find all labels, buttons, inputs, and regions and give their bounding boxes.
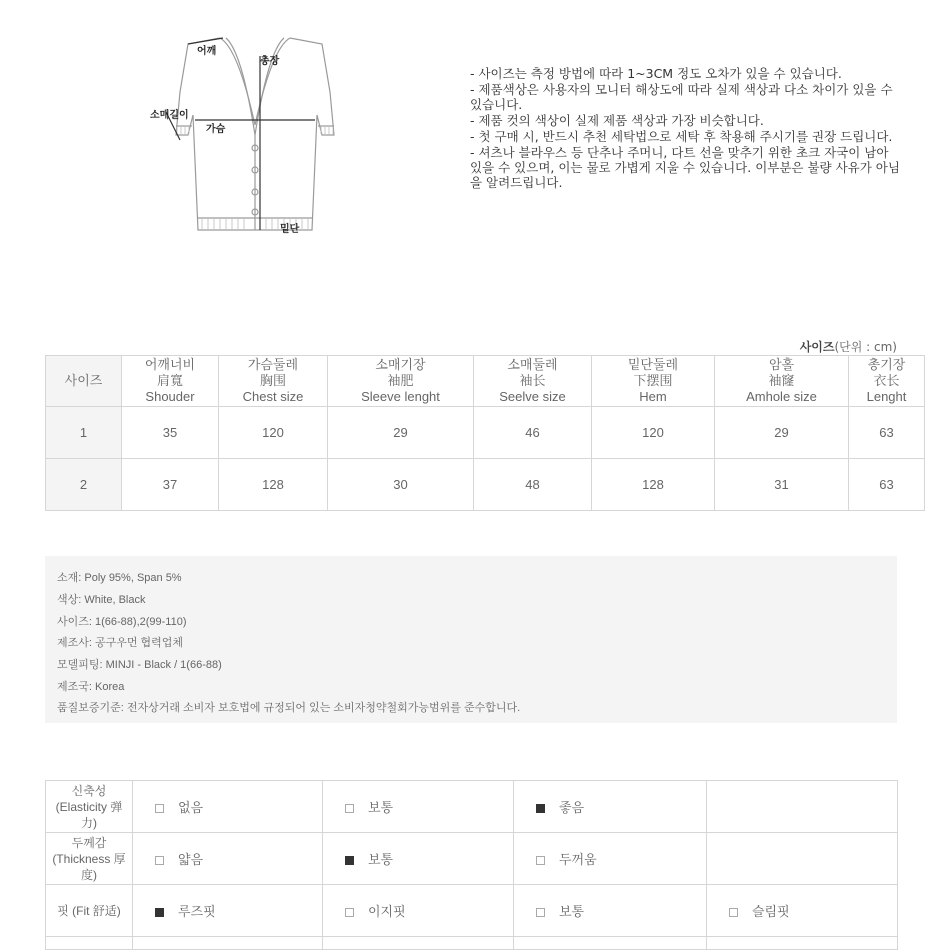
option-label: 보통	[559, 904, 585, 919]
size-table-title	[800, 338, 897, 355]
size-notes	[470, 66, 900, 191]
note: - 셔츠나 블라우스 등 단추나 주머니, 다트 선을 맞추기 위한 초크 자국이 남아있을 수 있으며, 이는 물로 가볍게 지울 수 있습니다. 이부분은 불량 사유가 아님을 알려드립니다.	[470, 145, 900, 190]
checkbox-icon	[729, 908, 738, 917]
property-row-fit	[46, 885, 898, 937]
table-cell: 29	[328, 407, 474, 459]
table-cell: 30	[328, 459, 474, 511]
checkbox-icon	[536, 856, 545, 865]
size-table	[45, 355, 925, 511]
option-cell	[323, 833, 514, 885]
table-cell: 29	[715, 407, 849, 459]
option-cell	[514, 781, 707, 833]
fabric-properties-table	[45, 780, 898, 950]
table-cell: 37	[122, 459, 219, 511]
option-label: 루즈핏	[178, 904, 216, 919]
checkbox-icon	[155, 856, 164, 865]
label-shoulder: 어깨	[197, 46, 217, 57]
table-cell: 48	[474, 459, 592, 511]
garment-illustration	[140, 30, 370, 265]
option-label: 이지핏	[368, 904, 406, 919]
header-sleeve-length: 소매기장 袖肥 Sleeve lenght	[328, 356, 474, 407]
note: - 제품 컷의 색상이 실제 제품 색상과 가장 비슷합니다.	[470, 113, 764, 128]
property-label: 신축성 (Elasticity 弹力)	[46, 781, 133, 833]
label-sleeve: 소매길이	[150, 110, 189, 121]
table-cell: 63	[849, 407, 925, 459]
checkbox-icon	[536, 908, 545, 917]
table-cell: 128	[219, 459, 328, 511]
property-row-thickness	[46, 833, 898, 885]
note: - 첫 구매 시, 반드시 추천 세탁법으로 세탁 후 착용해 주시기를 권장 드립니다.	[470, 129, 893, 144]
table-cell: 46	[474, 407, 592, 459]
label-length: 총장	[260, 56, 280, 67]
header-armhole: 암홀 袖窿 Amhole size	[715, 356, 849, 407]
label-hem: 밑단	[280, 224, 300, 235]
option-cell	[133, 885, 323, 937]
table-cell: 128	[592, 459, 715, 511]
label-chest: 가슴	[206, 124, 226, 135]
info-color: 색상: White, Black	[57, 594, 146, 606]
option-label: 좋음	[559, 800, 585, 815]
checkbox-checked-icon	[155, 908, 164, 917]
header-shoulder: 어깨너비 肩寬 Shouder	[122, 356, 219, 407]
option-cell-empty	[707, 833, 898, 885]
option-cell-empty	[707, 781, 898, 833]
option-label: 슬림핏	[752, 904, 790, 919]
option-label: 보통	[368, 852, 394, 867]
table-cell: 31	[715, 459, 849, 511]
note: - 제품색상은 사용자의 모니터 해상도에 따라 실제 색상과 다소 차이가 있을 수 있습니다.	[470, 82, 893, 112]
option-label: 얇음	[178, 852, 204, 867]
property-row-elasticity	[46, 781, 898, 833]
checkbox-icon	[155, 804, 164, 813]
note: - 사이즈는 측정 방법에 따라 1~3CM 정도 오차가 있을 수 있습니다.	[470, 66, 842, 81]
cardigan-drawing	[140, 30, 370, 265]
table-row	[46, 459, 925, 511]
option-cell	[707, 885, 898, 937]
product-info-box	[45, 556, 897, 723]
info-quality-standard: 품질보증기준: 전자상거래 소비자 보호법에 규정되어 있는 소비자청약철회가능범위를 준수합니다.	[57, 702, 521, 714]
table-cell: 120	[219, 407, 328, 459]
property-label: 두께감 (Thickness 厚度)	[46, 833, 133, 885]
table-cell: 35	[122, 407, 219, 459]
header-sleeve-size: 소매둘레 袖长 Seelve size	[474, 356, 592, 407]
header-length: 총기장 衣长 Lenght	[849, 356, 925, 407]
checkbox-checked-icon	[345, 856, 354, 865]
option-cell	[514, 885, 707, 937]
table-cell: 120	[592, 407, 715, 459]
info-manufacturer: 제조사: 공구우먼 협력업체	[57, 637, 184, 649]
table-cell: 2	[46, 459, 122, 511]
size-title-label: 사이즈	[799, 340, 835, 354]
info-size: 사이즈: 1(66-88),2(99-110)	[57, 616, 187, 628]
option-label: 보통	[368, 800, 394, 815]
checkbox-icon	[345, 908, 354, 917]
option-cell	[323, 885, 514, 937]
checkbox-checked-icon	[536, 804, 545, 813]
property-row-partial	[46, 937, 898, 950]
option-cell	[323, 781, 514, 833]
option-label: 없음	[178, 800, 204, 815]
checkbox-icon	[345, 804, 354, 813]
header-chest: 가슴둘레 胸围 Chest size	[219, 356, 328, 407]
info-country: 제조국: Korea	[57, 681, 125, 693]
header-hem: 밑단둘레 下摆围 Hem	[592, 356, 715, 407]
table-cell: 1	[46, 407, 122, 459]
option-label: 두꺼움	[559, 852, 597, 867]
info-material: 소재: Poly 95%, Span 5%	[57, 572, 182, 584]
size-table-header-row	[46, 356, 925, 407]
option-cell	[514, 833, 707, 885]
table-row	[46, 407, 925, 459]
info-model-fitting: 모델피팅: MINJI - Black / 1(66-88)	[57, 659, 222, 671]
header-size: 사이즈	[46, 356, 122, 407]
size-unit: (단위 : cm)	[834, 340, 897, 354]
table-cell: 63	[849, 459, 925, 511]
option-cell	[133, 781, 323, 833]
option-cell	[133, 833, 323, 885]
property-label: 핏 (Fit 舒适)	[46, 885, 133, 937]
